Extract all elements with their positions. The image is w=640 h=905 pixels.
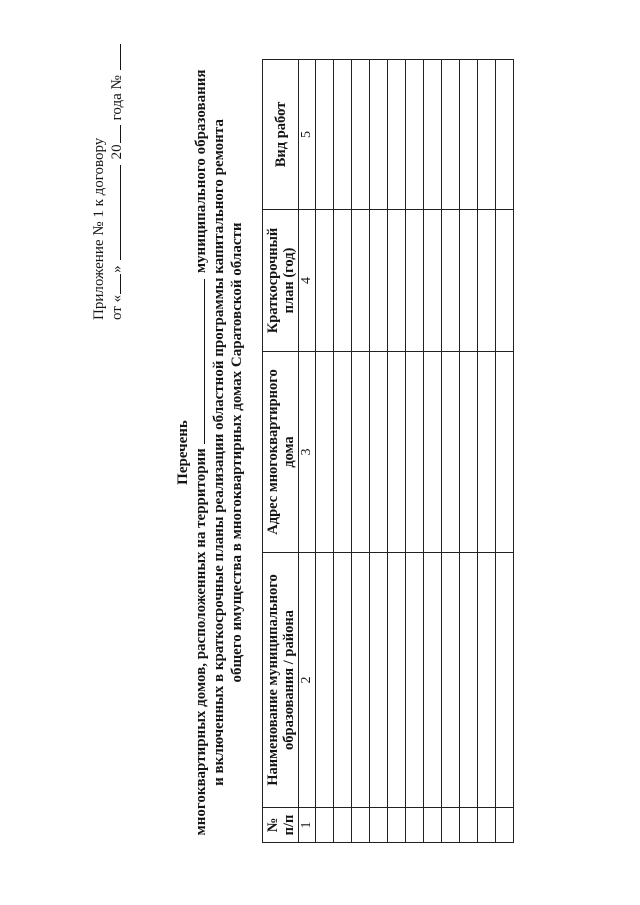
- table-cell: [460, 553, 478, 808]
- column-number: 1: [299, 808, 316, 843]
- document-title: [174, 50, 246, 855]
- table-cell: [478, 60, 496, 210]
- appendix-header: [90, 44, 126, 320]
- table-cell: [442, 808, 460, 843]
- table-cell: [460, 808, 478, 843]
- day-blank: [108, 274, 121, 294]
- table-cell: [352, 808, 370, 843]
- date-close-quote: »: [109, 265, 125, 273]
- buildings-table: [262, 59, 514, 843]
- table-cell: [370, 210, 388, 352]
- table-cell: [424, 553, 442, 808]
- contract-date-line: [108, 44, 126, 320]
- header-work-type: Вид работ: [263, 60, 299, 210]
- contract-number-blank: [108, 44, 121, 70]
- table-row: [460, 60, 478, 843]
- title-line-1-end: муниципального образования: [193, 69, 209, 274]
- column-number: 3: [299, 352, 316, 553]
- table-row: [388, 60, 406, 843]
- table-cell: [388, 60, 406, 210]
- table-cell: [496, 352, 514, 553]
- header-short-term-plan: Краткосрочный план (год): [263, 210, 299, 352]
- table-cell: [316, 808, 334, 843]
- table-header-row: [263, 60, 299, 843]
- table-cell: [424, 352, 442, 553]
- month-blank: [108, 165, 121, 260]
- table-cell: [478, 352, 496, 553]
- table-cell: [352, 60, 370, 210]
- table-cell: [334, 60, 352, 210]
- table-row: [496, 60, 514, 843]
- table-cell: [442, 60, 460, 210]
- table-row: [334, 60, 352, 843]
- table-cell: [478, 808, 496, 843]
- table-cell: [460, 210, 478, 352]
- title-line-1-start: многоквартирных домов, расположенных на территории: [193, 448, 209, 836]
- table-cell: [496, 808, 514, 843]
- municipality-blank: [192, 279, 205, 444]
- table-cell: [406, 808, 424, 843]
- table-cell: [424, 210, 442, 352]
- table-cell: [460, 352, 478, 553]
- table-row: [316, 60, 334, 843]
- table-cell: [442, 210, 460, 352]
- table-row: [424, 60, 442, 843]
- table-cell: [496, 210, 514, 352]
- table-cell: [370, 553, 388, 808]
- table-cell: [406, 553, 424, 808]
- table-cell: [370, 352, 388, 553]
- header-municipality: Наименование муниципального образования / района: [263, 553, 299, 808]
- table-cell: [424, 60, 442, 210]
- table-body: [316, 60, 514, 843]
- table-cell: [496, 60, 514, 210]
- title-heading: Перечень: [175, 420, 191, 485]
- table-cell: [496, 553, 514, 808]
- header-address: Адрес многоквартирного дома: [263, 352, 299, 553]
- table-cell: [316, 60, 334, 210]
- year-prefix: 20: [109, 144, 125, 160]
- title-line-2: и включенных в краткосрочные планы реализации областной программы капитального ремонта: [211, 119, 227, 786]
- appendix-label: Приложение № 1 к договору: [91, 137, 107, 320]
- table-cell: [352, 352, 370, 553]
- table-cell: [334, 352, 352, 553]
- column-numbers-row: [299, 60, 316, 843]
- table-cell: [352, 210, 370, 352]
- table-cell: [460, 60, 478, 210]
- table-row: [478, 60, 496, 843]
- contract-number-label: года №: [109, 75, 125, 121]
- table-cell: [370, 808, 388, 843]
- table-cell: [406, 352, 424, 553]
- table-cell: [316, 352, 334, 553]
- table-row: [442, 60, 460, 843]
- table-cell: [388, 352, 406, 553]
- header-number: № п/п: [263, 808, 299, 843]
- date-prefix: от «: [109, 294, 125, 320]
- table-cell: [316, 553, 334, 808]
- table-cell: [370, 60, 388, 210]
- column-number: 4: [299, 210, 316, 352]
- title-line-1: [192, 50, 210, 855]
- column-number: 2: [299, 553, 316, 808]
- table-cell: [478, 553, 496, 808]
- table-cell: [352, 553, 370, 808]
- table-row: [406, 60, 424, 843]
- table-cell: [478, 210, 496, 352]
- table-cell: [406, 60, 424, 210]
- table-cell: [388, 553, 406, 808]
- table-cell: [334, 210, 352, 352]
- table-cell: [424, 808, 442, 843]
- table-cell: [442, 553, 460, 808]
- title-line-3: общего имущества в многоквартирных домах Саратовской области: [229, 222, 245, 683]
- year-blank: [108, 125, 121, 143]
- column-number: 5: [299, 60, 316, 210]
- table-cell: [334, 808, 352, 843]
- table-cell: [334, 553, 352, 808]
- table-cell: [316, 210, 334, 352]
- table-row: [370, 60, 388, 843]
- table-cell: [388, 808, 406, 843]
- table-cell: [406, 210, 424, 352]
- table-cell: [442, 352, 460, 553]
- table-row: [352, 60, 370, 843]
- table-cell: [388, 210, 406, 352]
